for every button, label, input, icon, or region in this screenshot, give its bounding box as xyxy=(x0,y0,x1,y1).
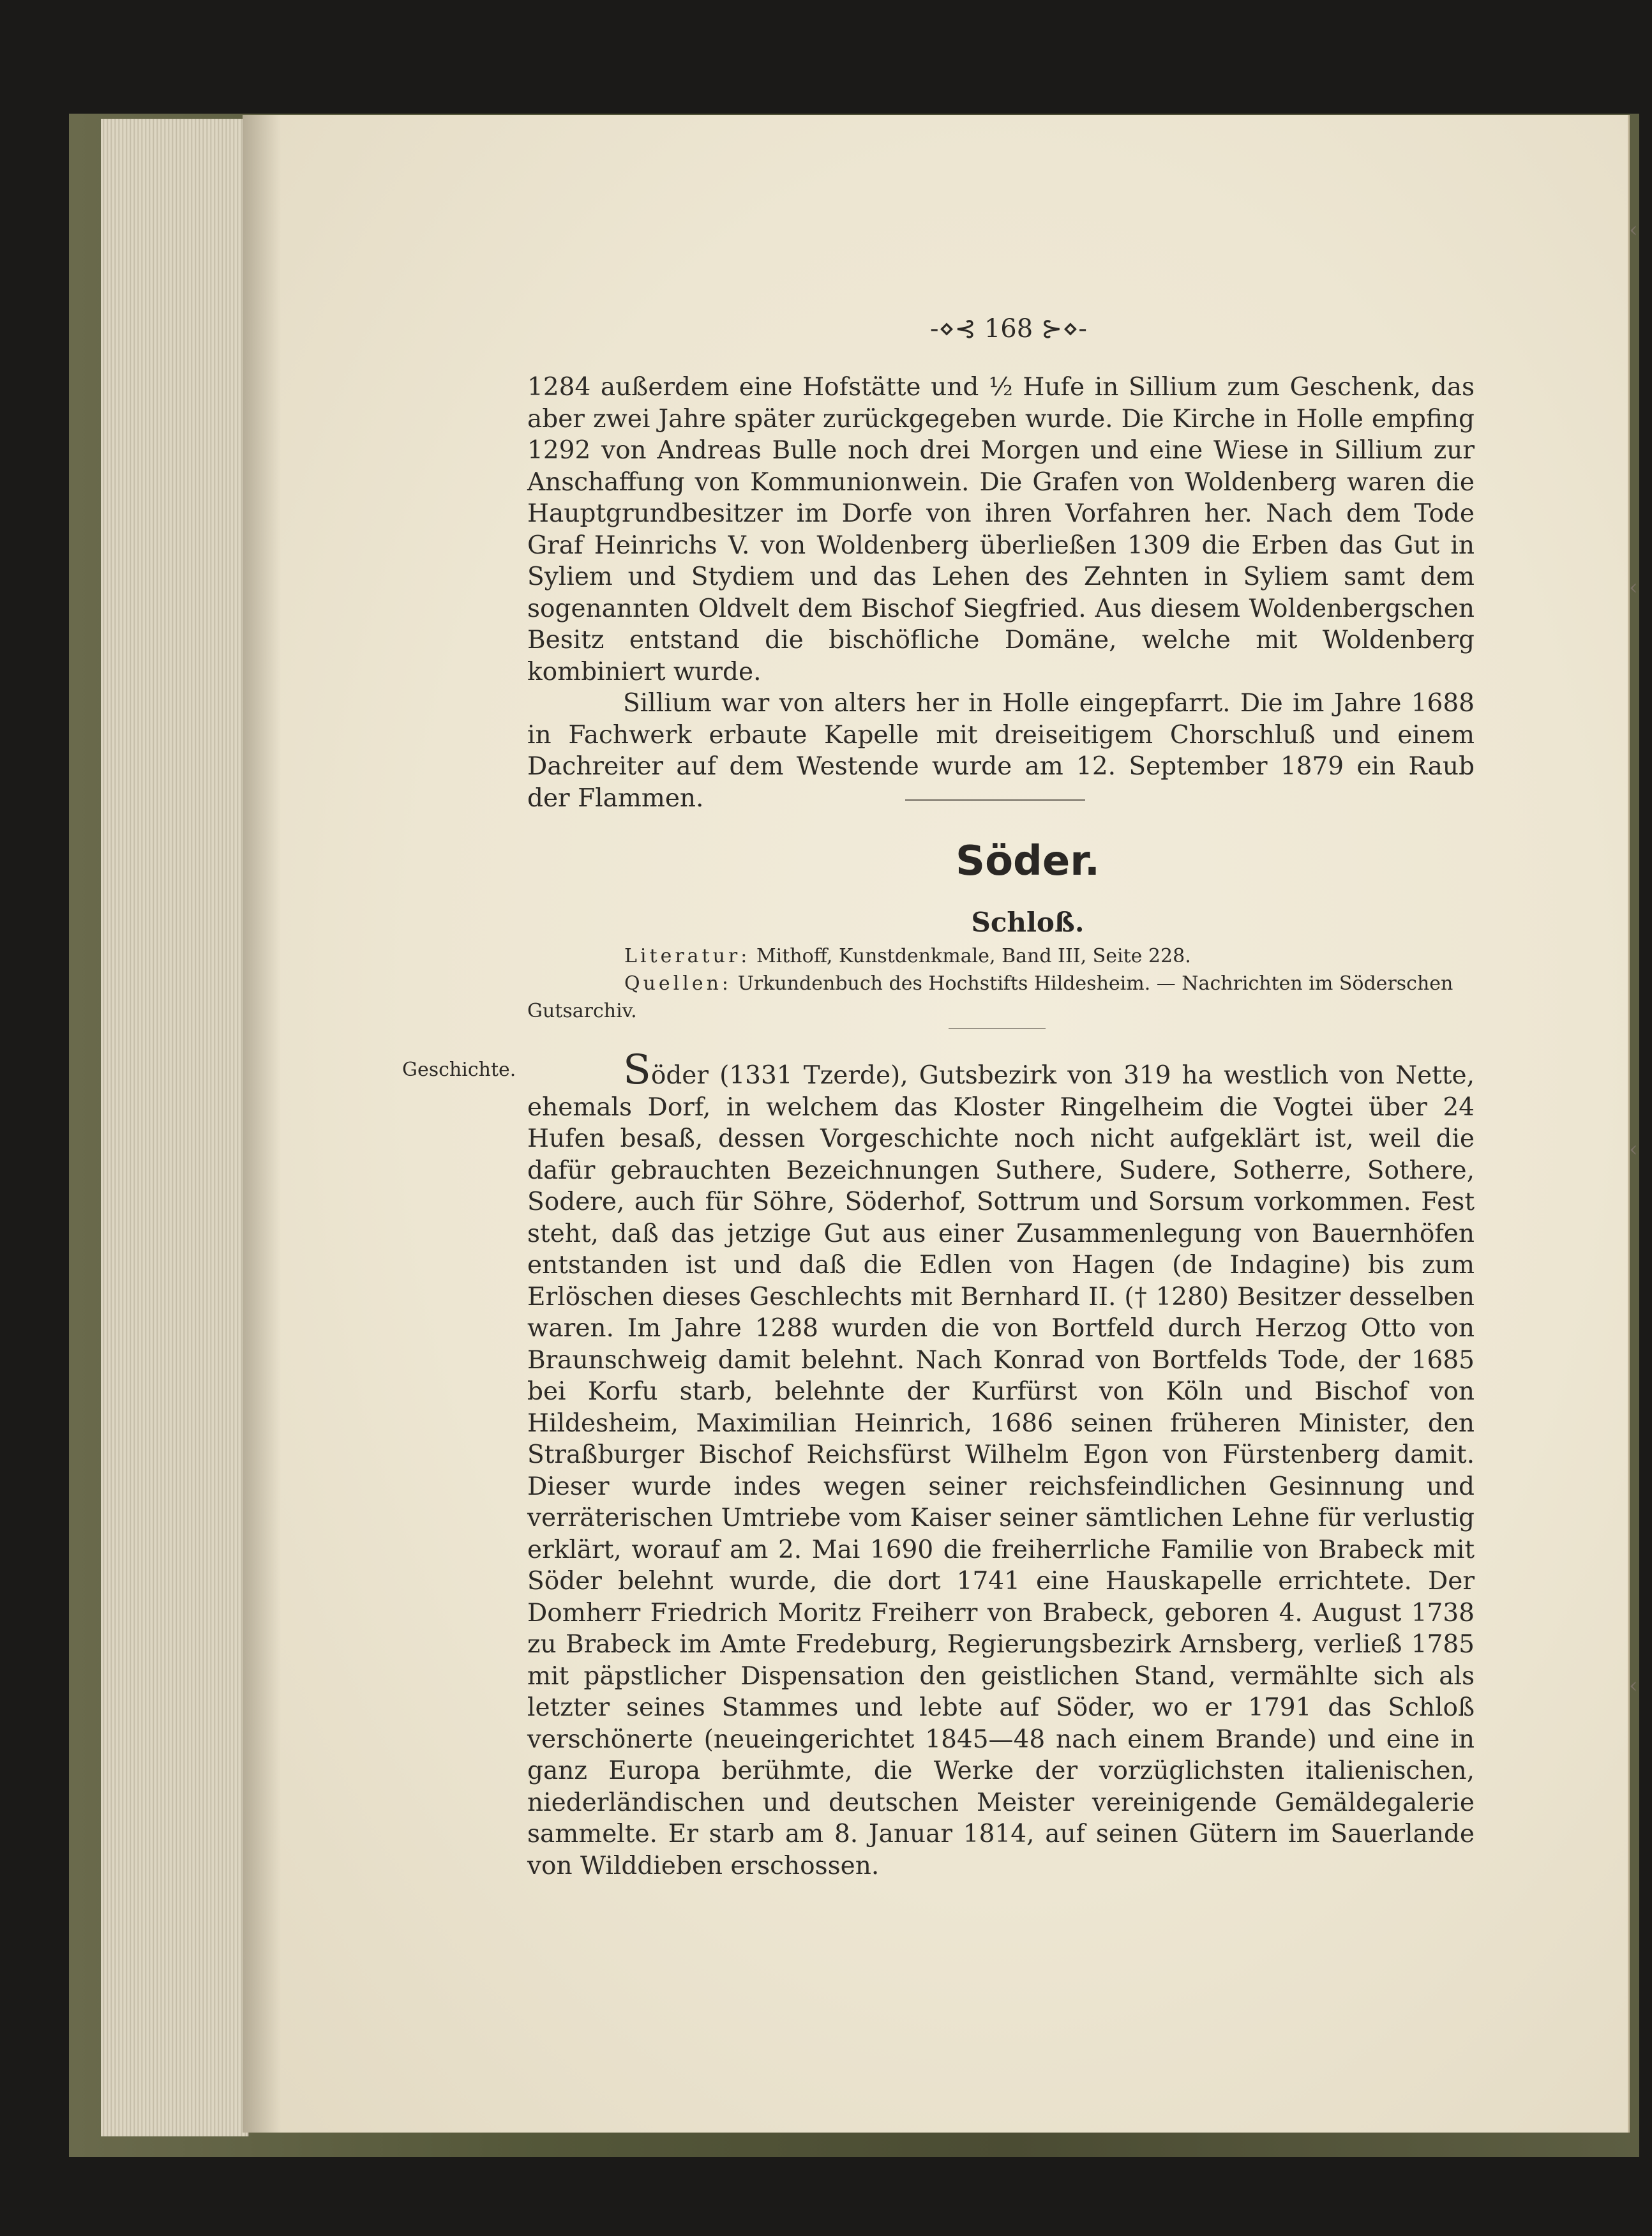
gutter-shadow xyxy=(243,115,281,2133)
literatur-text: Mithoff, Kunstdenkmale, Band III, Seite 228. xyxy=(756,945,1191,967)
quellen-label: Quellen: xyxy=(624,972,732,995)
quellen-text: Urkundenbuch des Hochstifts Hildesheim. — Nachrichten im Söderschen Gutsarchiv. xyxy=(527,972,1453,1022)
edge-mark-icon: ‹ xyxy=(1629,575,1638,600)
paragraph-sillium-history: 1284 außerdem eine Hofstätte und ½ Hufe in Sillium zum Geschenk, das aber zwei Jahre später zurückgegeben wurde. Die Kirche in Holle empfing 1292 von Andreas Bulle noch drei Morgen und eine Wiese in Sillium zur Anschaffung von Kommunionwein. Die Grafen von Woldenberg waren die Hauptgrundbesitzer im Dorfe von ihren Vorfahren her. Nach dem Tode Graf Heinrichs V. von Woldenberg überließen 1309 die Erben das Gut in Syliem und Stydiem und das Lehen des Zehnten in Syliem samt dem sogenannten Oldvelt dem Bischof Siegfried. Aus diesem Woldenbergschen Besitz entstand die bischöfliche Domäne, welche mit Woldenberg kombiniert wurde. xyxy=(527,373,1475,686)
page-number-header: -⋄⊰ 168 ⊱⋄- xyxy=(930,314,1087,344)
margin-note-geschichte: Geschichte. xyxy=(402,1059,516,1081)
edge-mark-icon: ‹ xyxy=(1629,1137,1638,1162)
main-text-block xyxy=(527,1046,1475,1882)
section-divider xyxy=(905,799,1085,801)
edge-mark-icon: ‹ xyxy=(1629,217,1638,243)
section-subtitle: Schloß. xyxy=(971,907,1085,938)
top-text-block xyxy=(527,372,1475,814)
paragraph-sillium-chapel: Sillium war von alters her in Holle eingepfarrt. Die im Jahre 1688 in Fachwerk erbaute Kapelle mit dreiseitigem Chorschluß und einem Dachreiter auf dem Westende wurde am 12. September 1879 ein Raub der Flammen. xyxy=(527,689,1475,813)
paragraph-soeder-history xyxy=(527,1046,1475,1882)
literature-block xyxy=(527,942,1475,1025)
literatur-label: Literatur: xyxy=(624,945,751,967)
section-title: Söder. xyxy=(955,838,1100,885)
edge-mark-icon: ‹ xyxy=(1629,1673,1638,1698)
literatur-line xyxy=(527,942,1475,970)
drop-cap-initial: S xyxy=(623,1046,651,1094)
quellen-line xyxy=(527,970,1475,1025)
paragraph-soeder-body: öder (1331 Tzerde), Gutsbezirk von 319 ha westlich von Nette, ehemals Dorf, in welchem das Kloster Ringelheim die Vogtei über 24 Hufen besaß, dessen Vorgeschichte noch nicht aufgeklärt ist, weil die dafür gebrauchten Bezeichnungen Suthere, Sudere, Sotherre, Sothere, Sodere, auch für Söhre, Söderhof, Sottrum und Sorsum vorkommen. Fest steht, daß das jetzige Gut aus einer Zusammenlegung von Bauernhöfen entstanden ist und daß die Edlen von Hagen (de Indagine) bis zum Erlöschen dieses Geschlechts mit Bernhard II. († 1280) Besitzer desselben waren. Im Jahre 1288 wurden die von Bortfeld durch Herzog Otto von Braunschweig damit belehnt. Nach Konrad von Bortfelds Tode, der 1685 bei Korfu starb, belehnte der Kurfürst von Köln und Bischof von Hildesheim, Maximilian Heinrich, 1686 seinen früheren Minister, den Straßburger Bischof Reichsfürst Wilhelm Egon von Fürstenberg damit. Dieser wurde indes wegen seiner reichsfeindlichen Gesinnung und verräterischen Umtriebe vom Kaiser seiner sämtlichen Lehne für verlustig erklärt, worauf am 2. Mai 1690 die freiherrliche Familie von Brabeck mit Söder belehnt wurde, die dort 1741 eine Hauskapelle errichtete. Der Domherr Friedrich Moritz Freiherr von Brabeck, geboren 4. August 1738 zu Brabeck im Amte Fredeburg, Regierungsbezirk Arnsberg, verließ 1785 mit päpstlicher Dispensation den geistlichen Stand, vermählte sich als letzter seines Stammes und lebte auf Söder, wo er 1791 das Schloß verschönerte (neueingerichtet 1845—48 nach einem Brande) und eine in ganz Europa berühmte, die Werke der vorzüglichsten italienischen, niederländischen und deutschen Meister vereinigende Gemäldegalerie sammelte. Er starb am 8. Januar 1814, auf seinen Gütern im Sauerlande von Wilddieben erschossen. xyxy=(527,1061,1475,1880)
page-edges xyxy=(101,119,249,2136)
literature-divider xyxy=(949,1028,1046,1029)
